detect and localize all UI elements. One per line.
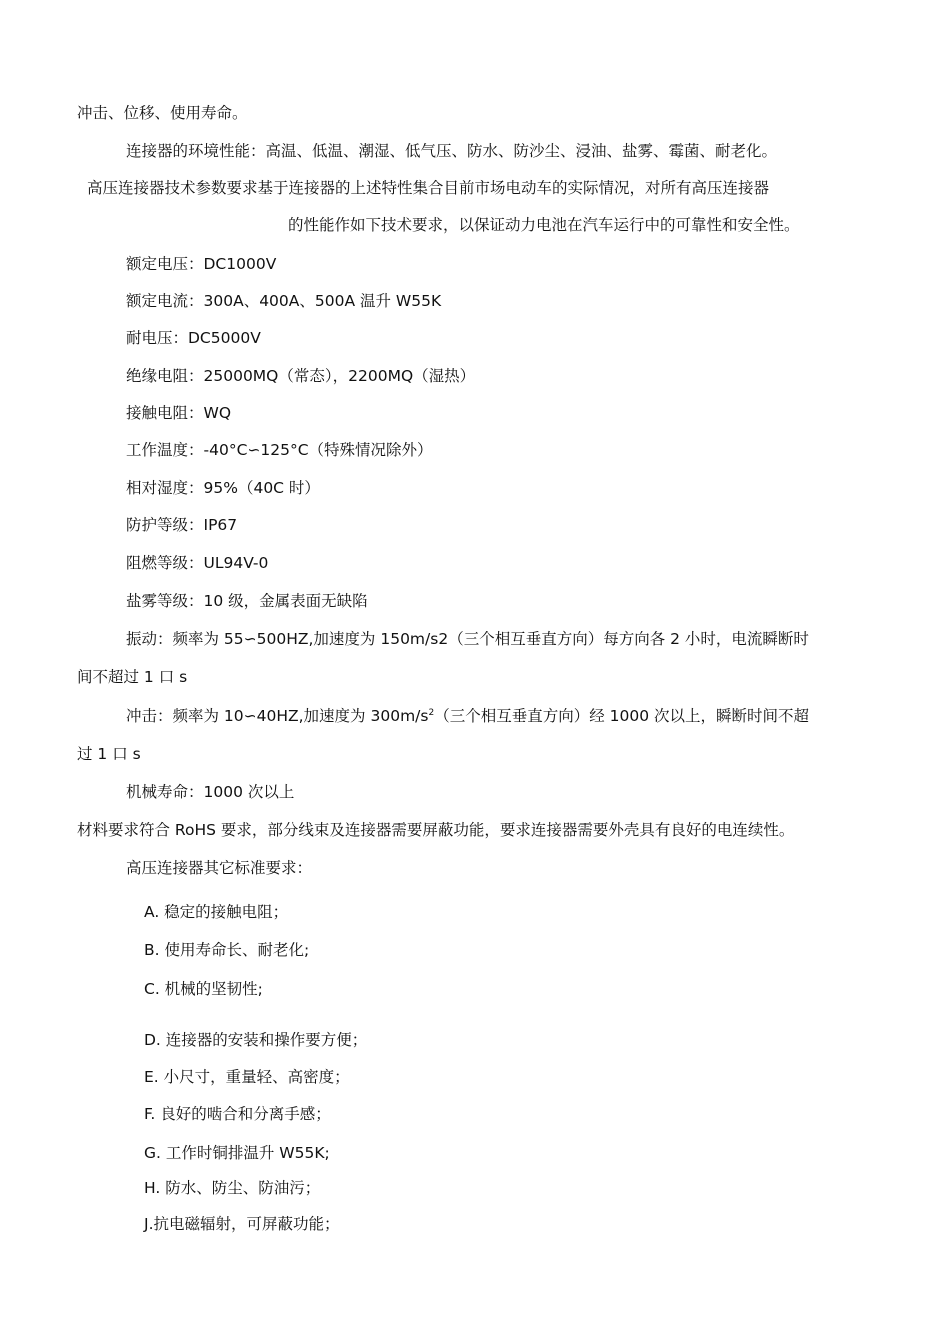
list-item: D. 连接器的安装和操作要方便； [144,1031,368,1049]
list-item: B. 使用寿命长、耐老化; [144,941,310,959]
paragraph-line: 连接器的环境性能：高温、低温、潮湿、低气压、防水、防沙尘、浸油、盐雾、霉菌、耐老化。 [126,142,778,160]
spec-line: 绝缘电阻：25000MQ（常态），2200MQ（湿热） [126,367,476,385]
superscript-two: 2 [428,707,435,718]
spec-line: 间不超过 1 口 s [77,668,188,686]
spec-line: 阻燃等级：UL94V-0 [126,554,269,572]
list-item: C. 机械的坚韧性; [144,980,263,998]
paragraph-line: 冲击、位移、使用寿命。 [77,104,248,122]
spec-line: 振动：频率为 55∽500HZ,加速度为 150m/s2（三个相互垂直方向）每方向各 2 小时，电流瞬断时 [126,630,809,648]
spec-line: 耐电压：DC5000V [126,329,261,347]
spec-line: 防护等级：IP67 [126,516,238,534]
section-heading: 高压连接器其它标准要求： [126,859,313,877]
spec-line [126,705,809,727]
paragraph-line: 高压连接器技术参数要求基于连接器的上述特性集合目前市场电动车的实际情况，对所有高压连接器 [87,179,770,197]
spec-line: 盐雾等级：10 级，金属表面无缺陷 [126,592,368,610]
spec-line: 相对湿度：95%（40C 时） [126,479,320,497]
spec-line: 接触电阻：WQ [126,404,232,422]
list-item: J.抗电磁辐射，可屏蔽功能； [144,1215,340,1233]
paragraph-line: 的性能作如下技术要求，以保证动力电池在汽车运行中的可靠性和安全性。 [288,216,800,234]
list-item: F. 良好的啮合和分离手感； [144,1105,331,1123]
impact-text-a: 冲击：频率为 10∽40HZ,加速度为 300m/s [126,707,429,725]
spec-line: 工作温度：-40°C∽125°C（特殊情况除外） [126,441,433,459]
impact-text-b: （三个相互垂直方向）经 1000 次以上，瞬断时间不超 [434,707,810,725]
spec-line: 额定电流：300A、400A、500A 温升 W55K [126,292,442,310]
list-item: H. 防水、防尘、防油污； [144,1179,321,1197]
spec-line: 机械寿命：1000 次以上 [126,783,295,801]
paragraph-line: 材料要求符合 RoHS 要求，部分线束及连接器需要屏蔽功能，要求连接器需要外壳具有良好的电连续性。 [77,821,795,839]
spec-line: 额定电压：DC1000V [126,255,277,273]
spec-line: 过 1 口 s [77,745,141,763]
list-item: E. 小尺寸，重量轻、高密度； [144,1068,350,1086]
list-item: A. 稳定的接触电阻； [144,903,289,921]
list-item: G. 工作时铜排温升 W55K; [144,1144,330,1162]
